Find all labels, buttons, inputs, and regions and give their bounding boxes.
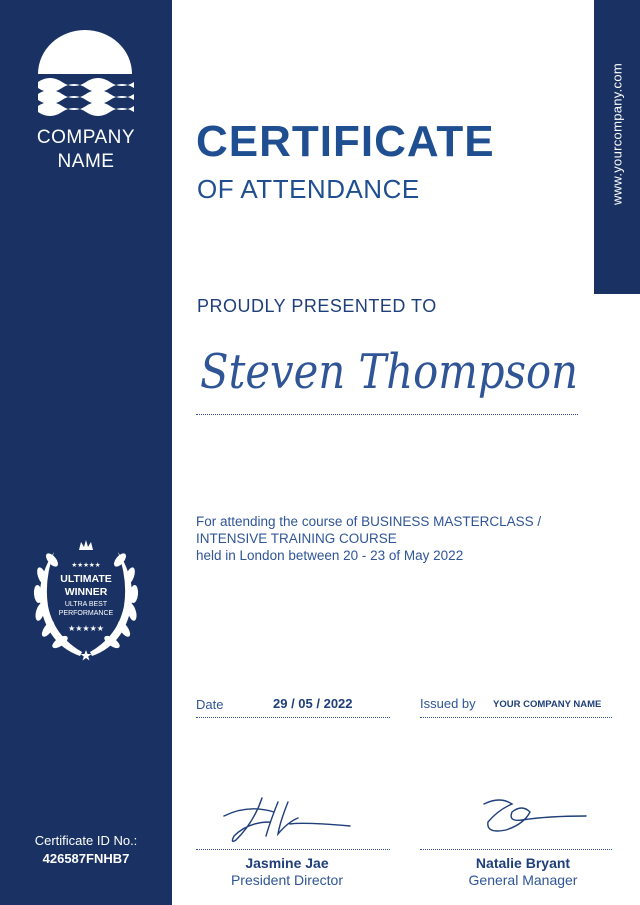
sidebar-panel bbox=[0, 0, 172, 905]
description-line1: For attending the course of BUSINESS MASTERCLASS / bbox=[196, 514, 542, 529]
certificate-subtitle: OF ATTENDANCE bbox=[197, 174, 420, 204]
recipient-underline bbox=[196, 414, 578, 415]
recipient-name-text: Steven Thompson bbox=[200, 344, 578, 400]
badge-line4: PERFORMANCE bbox=[58, 610, 114, 617]
issued-by-value: YOUR COMPANY NAME bbox=[493, 699, 602, 710]
signer-role-left: President Director bbox=[230, 872, 344, 888]
description-line2: INTENSIVE TRAINING COURSE bbox=[196, 531, 397, 546]
issued-by-label: Issued by bbox=[420, 696, 476, 711]
company-name-line2: NAME bbox=[57, 151, 115, 172]
signer-name-right: Natalie Bryant bbox=[475, 855, 571, 871]
badge-stars-top: ★★★★★ bbox=[71, 562, 101, 569]
badge-stars-bottom: ★★★★★ bbox=[68, 624, 104, 633]
website-url: www.yourcompany.com bbox=[609, 62, 625, 206]
date-label: Date bbox=[196, 697, 224, 712]
course-description bbox=[196, 513, 596, 564]
issued-by-underline bbox=[420, 717, 612, 718]
badge-line2: WINNER bbox=[64, 586, 108, 598]
presented-to-label: PROUDLY PRESENTED TO bbox=[197, 296, 437, 316]
award-badge bbox=[28, 536, 144, 664]
crown-icon bbox=[79, 540, 93, 550]
badge-line3: ULTRA BEST bbox=[64, 601, 108, 608]
date-underline bbox=[196, 717, 390, 718]
signer-name-left: Jasmine Jae bbox=[245, 855, 329, 871]
signer-role-right: General Manager bbox=[468, 872, 578, 888]
badge-line1: ULTIMATE bbox=[60, 573, 112, 585]
signature-line-right bbox=[420, 849, 612, 850]
signature-natalie-icon bbox=[478, 790, 590, 840]
signature-jasmine-icon bbox=[218, 792, 358, 848]
company-logo-icon bbox=[36, 30, 134, 112]
description-line3: held in London between 20 - 23 of May 2022 bbox=[196, 548, 464, 563]
certificate-id-value: 426587FNHB7 bbox=[42, 851, 130, 866]
company-name bbox=[0, 126, 172, 174]
date-value: 29 / 05 / 2022 bbox=[273, 696, 353, 711]
star-icon bbox=[81, 650, 92, 661]
certificate-title: CERTIFICATE bbox=[196, 117, 495, 166]
certificate-id-label: Certificate ID No.: bbox=[34, 833, 138, 848]
signature-line-left bbox=[196, 849, 390, 850]
company-name-line1: COMPANY bbox=[36, 127, 136, 148]
website-bar bbox=[594, 0, 640, 294]
